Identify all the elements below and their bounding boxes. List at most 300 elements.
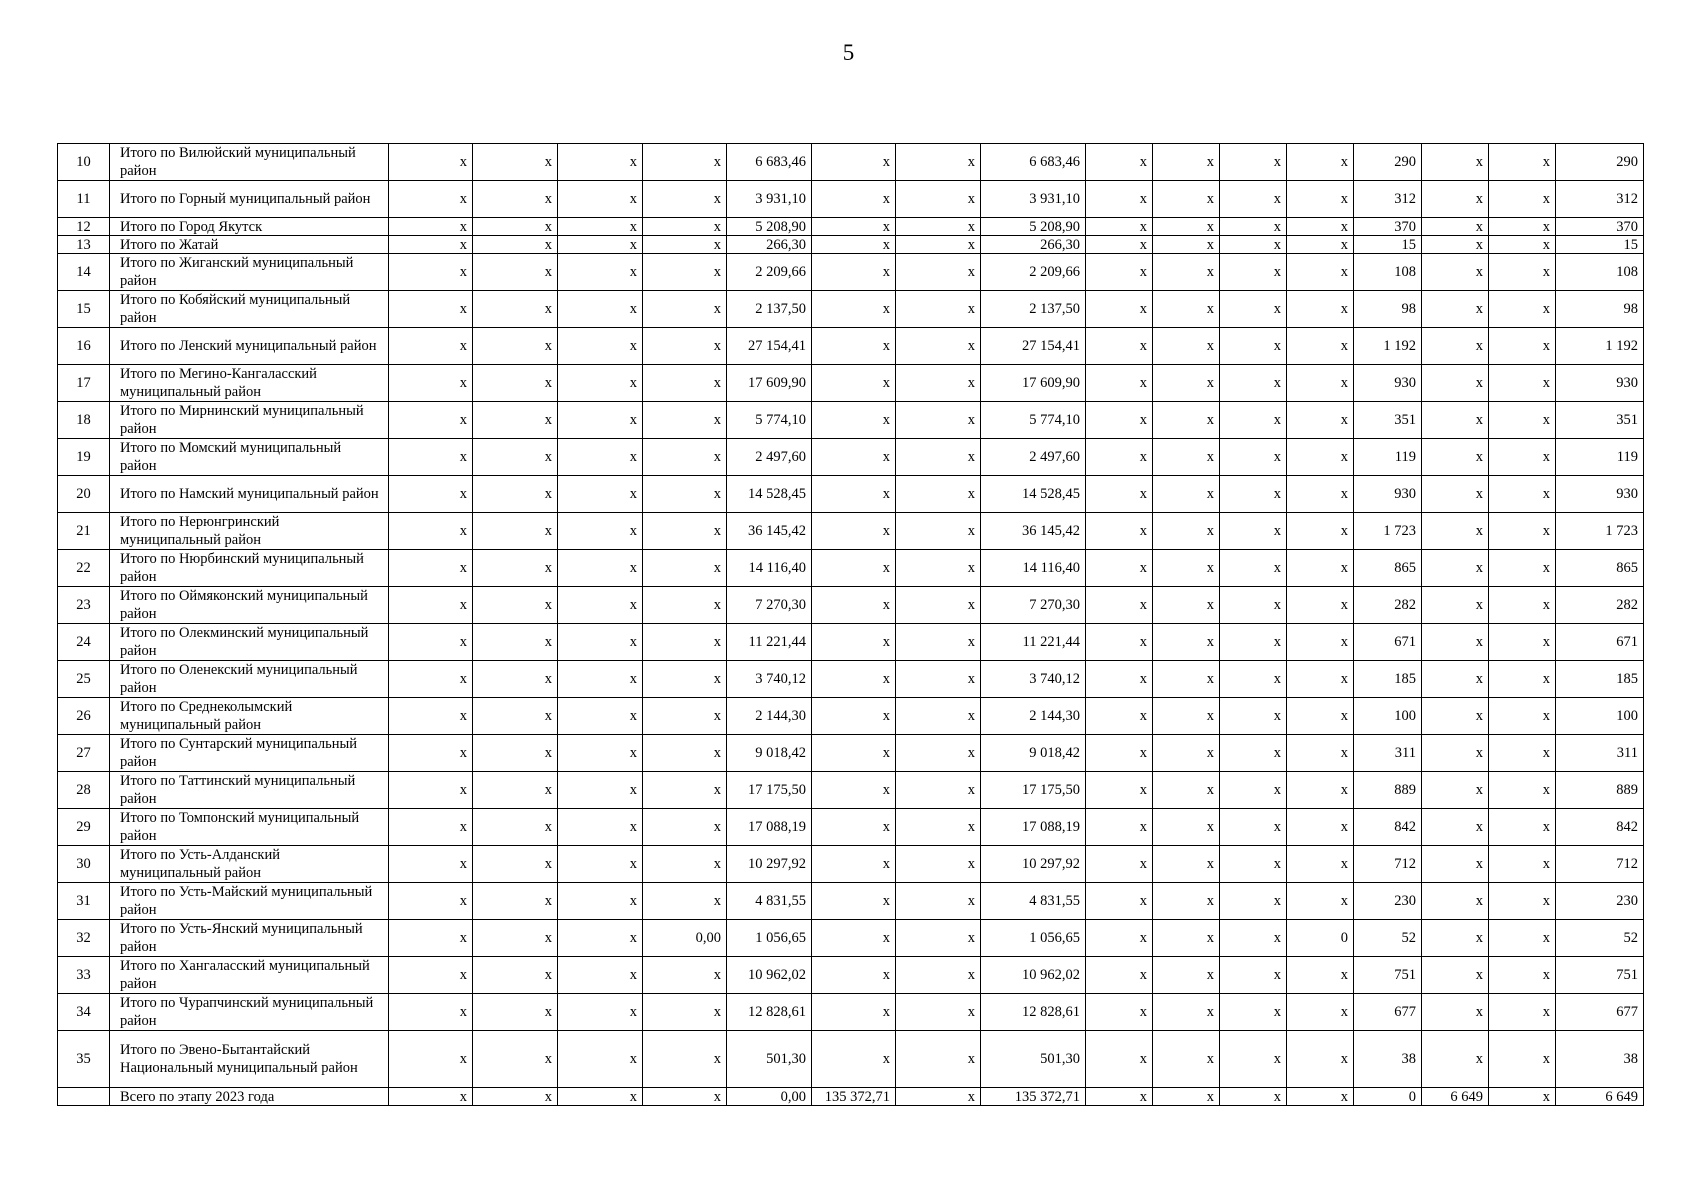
table-cell: x	[1220, 957, 1287, 994]
table-row	[58, 402, 1644, 439]
table-cell: x	[1153, 550, 1220, 587]
table-cell: x	[1086, 661, 1153, 698]
table-cell: 17 088,19	[727, 809, 812, 846]
table-cell: x	[1489, 328, 1556, 365]
table-cell: x	[643, 587, 727, 624]
table-cell: 751	[1354, 957, 1422, 994]
table-cell: x	[643, 809, 727, 846]
table-cell: x	[1422, 809, 1489, 846]
table-cell: x	[812, 920, 896, 957]
table-cell: x	[1153, 254, 1220, 291]
table-cell: x	[1422, 550, 1489, 587]
table-cell: 108	[1354, 254, 1422, 291]
table-cell: x	[1220, 809, 1287, 846]
table-cell: x	[473, 439, 558, 476]
table-cell: x	[643, 994, 727, 1031]
row-name: Итого по Томпонский муниципальный район	[110, 809, 389, 846]
table-cell: 0,00	[727, 1088, 812, 1106]
table-cell: x	[389, 1031, 473, 1088]
row-number: 22	[58, 550, 110, 587]
table-cell: x	[473, 291, 558, 328]
table-cell: x	[558, 291, 643, 328]
table-cell: x	[896, 1088, 981, 1106]
table-cell: 6 683,46	[727, 144, 812, 181]
table-cell: x	[558, 476, 643, 513]
table-cell: x	[896, 439, 981, 476]
table-cell: x	[473, 236, 558, 254]
table-cell: x	[643, 846, 727, 883]
table-cell: x	[558, 550, 643, 587]
table-cell: 3 740,12	[727, 661, 812, 698]
table-cell: 677	[1556, 994, 1644, 1031]
table-cell: x	[1287, 513, 1354, 550]
table-cell: x	[1153, 291, 1220, 328]
table-cell: x	[389, 181, 473, 218]
table-cell: x	[1489, 994, 1556, 1031]
table-cell: 5 774,10	[981, 402, 1086, 439]
table-cell: x	[896, 365, 981, 402]
table-cell: x	[643, 1088, 727, 1106]
table-cell: 889	[1556, 772, 1644, 809]
table-row	[58, 846, 1644, 883]
table-cell: 266,30	[981, 236, 1086, 254]
table-cell: x	[558, 957, 643, 994]
table-cell: x	[1086, 920, 1153, 957]
table-cell: 135 372,71	[981, 1088, 1086, 1106]
table-cell: 1 192	[1556, 328, 1644, 365]
table-cell: x	[1422, 236, 1489, 254]
table-row	[58, 513, 1644, 550]
table-cell: x	[1489, 698, 1556, 735]
table-cell: x	[896, 587, 981, 624]
table-cell: x	[1153, 772, 1220, 809]
row-name: Итого по Оленекский муниципальный район	[110, 661, 389, 698]
table-cell: 108	[1556, 254, 1644, 291]
table-cell: x	[1220, 883, 1287, 920]
table-cell: x	[643, 144, 727, 181]
table-cell: x	[1153, 1088, 1220, 1106]
table-cell: x	[1153, 365, 1220, 402]
table-cell: x	[812, 439, 896, 476]
table-cell: x	[1220, 735, 1287, 772]
table-cell: 290	[1556, 144, 1644, 181]
table-cell: x	[389, 402, 473, 439]
row-number	[58, 1088, 110, 1106]
table-cell: 11 221,44	[727, 624, 812, 661]
table-cell: 712	[1556, 846, 1644, 883]
table-cell: x	[558, 181, 643, 218]
table-cell: x	[473, 772, 558, 809]
table-cell: x	[1086, 218, 1153, 236]
table-cell: x	[643, 513, 727, 550]
table-cell: 10 962,02	[981, 957, 1086, 994]
table-cell: x	[473, 181, 558, 218]
table-cell: x	[812, 772, 896, 809]
row-name: Итого по Среднеколымский муниципальный район	[110, 698, 389, 735]
table-cell: x	[1153, 181, 1220, 218]
table-cell: 312	[1556, 181, 1644, 218]
table-cell: 230	[1556, 883, 1644, 920]
table-cell: x	[473, 513, 558, 550]
table-cell: x	[558, 254, 643, 291]
table-cell: x	[1489, 587, 1556, 624]
table-cell: 751	[1556, 957, 1644, 994]
table-cell: x	[558, 513, 643, 550]
table-cell: x	[1489, 883, 1556, 920]
table-cell: 17 175,50	[727, 772, 812, 809]
table-cell: 842	[1354, 809, 1422, 846]
row-name: Итого по Сунтарский муниципальный район	[110, 735, 389, 772]
table-cell: x	[1153, 439, 1220, 476]
table-row	[58, 698, 1644, 735]
table-cell: x	[389, 994, 473, 1031]
row-number: 25	[58, 661, 110, 698]
table-cell: 930	[1556, 365, 1644, 402]
table-cell: 100	[1556, 698, 1644, 735]
table-cell: x	[1220, 513, 1287, 550]
table-cell: x	[389, 846, 473, 883]
table-cell: x	[643, 1031, 727, 1088]
table-cell: 14 116,40	[981, 550, 1086, 587]
table-cell: x	[1086, 1031, 1153, 1088]
table-cell: x	[389, 809, 473, 846]
table-cell: 282	[1556, 587, 1644, 624]
table-cell: x	[896, 809, 981, 846]
table-cell: 17 609,90	[981, 365, 1086, 402]
row-name: Итого по Таттинский муниципальный район	[110, 772, 389, 809]
table-cell: x	[1422, 254, 1489, 291]
table-cell: x	[1220, 920, 1287, 957]
table-cell: x	[896, 144, 981, 181]
table-cell: 98	[1354, 291, 1422, 328]
table-cell: x	[389, 254, 473, 291]
table-cell: x	[1220, 402, 1287, 439]
table-cell: x	[1086, 365, 1153, 402]
table-cell: x	[1287, 698, 1354, 735]
table-row	[58, 439, 1644, 476]
table-cell: x	[1287, 291, 1354, 328]
table-cell: x	[812, 402, 896, 439]
table-row	[58, 181, 1644, 218]
table-cell: x	[896, 624, 981, 661]
table-cell: x	[1287, 218, 1354, 236]
table-cell: x	[643, 772, 727, 809]
table-cell: x	[1489, 144, 1556, 181]
table-cell: x	[1086, 513, 1153, 550]
table-cell: x	[558, 772, 643, 809]
table-row	[58, 809, 1644, 846]
table-cell: x	[643, 550, 727, 587]
table-cell: 0	[1354, 1088, 1422, 1106]
table-cell: x	[473, 144, 558, 181]
table-cell: x	[643, 735, 727, 772]
row-number: 13	[58, 236, 110, 254]
table-cell: x	[1153, 883, 1220, 920]
table-cell: x	[643, 661, 727, 698]
table-cell: x	[1422, 661, 1489, 698]
table-cell: x	[1489, 809, 1556, 846]
table-cell: x	[473, 476, 558, 513]
table-cell: x	[812, 587, 896, 624]
table-cell: 1 723	[1556, 513, 1644, 550]
table-cell: x	[1220, 291, 1287, 328]
table-cell: x	[1287, 772, 1354, 809]
table-cell: 501,30	[981, 1031, 1086, 1088]
table-cell: x	[473, 846, 558, 883]
table-cell: 5 774,10	[727, 402, 812, 439]
table-cell: 2 209,66	[981, 254, 1086, 291]
table-cell: 11 221,44	[981, 624, 1086, 661]
table-cell: x	[389, 365, 473, 402]
table-cell: x	[812, 291, 896, 328]
table-cell: 3 931,10	[727, 181, 812, 218]
table-cell: x	[1422, 994, 1489, 1031]
row-number: 26	[58, 698, 110, 735]
table-cell: x	[1220, 587, 1287, 624]
table-cell: x	[1220, 254, 1287, 291]
table-cell: x	[558, 1088, 643, 1106]
table-cell: x	[1489, 439, 1556, 476]
table-cell: x	[896, 181, 981, 218]
table-cell: x	[896, 291, 981, 328]
table-cell: 3 931,10	[981, 181, 1086, 218]
table-cell: x	[1489, 735, 1556, 772]
table-row	[58, 1031, 1644, 1088]
row-number: 18	[58, 402, 110, 439]
table-cell: x	[473, 365, 558, 402]
table-cell: x	[1287, 661, 1354, 698]
table-cell: x	[896, 328, 981, 365]
table-cell: x	[643, 236, 727, 254]
table-cell: 501,30	[727, 1031, 812, 1088]
table-cell: x	[1153, 809, 1220, 846]
table-cell: x	[389, 661, 473, 698]
table-row	[58, 550, 1644, 587]
table-cell: x	[1287, 181, 1354, 218]
table-cell: x	[1220, 365, 1287, 402]
table-cell: x	[1086, 846, 1153, 883]
table-cell: x	[558, 698, 643, 735]
table-cell: x	[643, 291, 727, 328]
table-cell: x	[1220, 698, 1287, 735]
table-cell: 1 056,65	[981, 920, 1086, 957]
table-cell: x	[558, 144, 643, 181]
row-number: 11	[58, 181, 110, 218]
total-row	[58, 1088, 1644, 1106]
table-cell: 17 088,19	[981, 809, 1086, 846]
row-name: Итого по Горный муниципальный район	[110, 181, 389, 218]
table-row	[58, 144, 1644, 181]
table-cell: x	[1422, 957, 1489, 994]
table-cell: 9 018,42	[727, 735, 812, 772]
table-cell: x	[389, 883, 473, 920]
table-cell: x	[896, 698, 981, 735]
table-cell: x	[1287, 236, 1354, 254]
table-cell: 3 740,12	[981, 661, 1086, 698]
table-cell: x	[558, 402, 643, 439]
table-cell: x	[812, 1031, 896, 1088]
table-cell: x	[389, 772, 473, 809]
table-cell: 12 828,61	[981, 994, 1086, 1031]
table-cell: x	[1287, 994, 1354, 1031]
table-cell: x	[812, 846, 896, 883]
table-cell: 671	[1556, 624, 1644, 661]
table-cell: x	[1287, 550, 1354, 587]
table-cell: x	[1086, 328, 1153, 365]
table-cell: x	[1489, 846, 1556, 883]
table-cell: x	[1220, 661, 1287, 698]
row-number: 34	[58, 994, 110, 1031]
table-cell: x	[1153, 218, 1220, 236]
table-cell: x	[1086, 144, 1153, 181]
row-name: Итого по Мирнинский муниципальный район	[110, 402, 389, 439]
row-number: 32	[58, 920, 110, 957]
table-cell: x	[558, 328, 643, 365]
table-cell: x	[558, 661, 643, 698]
table-cell: 15	[1354, 236, 1422, 254]
table-cell: x	[1287, 957, 1354, 994]
table-cell: x	[1489, 476, 1556, 513]
table-cell: x	[812, 181, 896, 218]
table-cell: 865	[1556, 550, 1644, 587]
table-cell: x	[812, 254, 896, 291]
table-cell: x	[1153, 513, 1220, 550]
table-cell: x	[812, 698, 896, 735]
row-number: 27	[58, 735, 110, 772]
table-cell: 842	[1556, 809, 1644, 846]
table-cell: x	[473, 698, 558, 735]
table-cell: x	[643, 328, 727, 365]
table-cell: x	[1287, 402, 1354, 439]
table-cell: x	[1153, 402, 1220, 439]
table-cell: x	[389, 144, 473, 181]
table-cell: 0,00	[643, 920, 727, 957]
table-cell: 930	[1354, 365, 1422, 402]
row-number: 10	[58, 144, 110, 181]
table-cell: x	[1153, 735, 1220, 772]
table-cell: 351	[1556, 402, 1644, 439]
table-cell: 311	[1354, 735, 1422, 772]
table-cell: x	[812, 994, 896, 1031]
table-cell: x	[473, 661, 558, 698]
table-cell: x	[558, 994, 643, 1031]
table-cell: x	[558, 735, 643, 772]
table-cell: x	[643, 883, 727, 920]
table-cell: x	[558, 365, 643, 402]
table-cell: x	[812, 883, 896, 920]
table-cell: x	[896, 513, 981, 550]
table-cell: x	[1086, 735, 1153, 772]
table-cell: x	[896, 920, 981, 957]
table-cell: x	[389, 1088, 473, 1106]
table-cell: x	[1220, 439, 1287, 476]
table-cell: x	[389, 513, 473, 550]
table-cell: x	[643, 957, 727, 994]
table-cell: x	[473, 1031, 558, 1088]
table-cell: 865	[1354, 550, 1422, 587]
table-cell: x	[1422, 291, 1489, 328]
table-cell: x	[558, 809, 643, 846]
table-cell: 6 649	[1556, 1088, 1644, 1106]
table-cell: 98	[1556, 291, 1644, 328]
row-name: Итого по Чурапчинский муниципальный район	[110, 994, 389, 1031]
table-cell: x	[1220, 144, 1287, 181]
table-cell: x	[473, 994, 558, 1031]
table-cell: x	[1422, 772, 1489, 809]
table-row	[58, 291, 1644, 328]
table-cell: x	[389, 439, 473, 476]
table-cell: x	[1422, 698, 1489, 735]
table-cell: 185	[1556, 661, 1644, 698]
table-cell: 712	[1354, 846, 1422, 883]
table-body	[58, 144, 1644, 1106]
table-cell: 7 270,30	[727, 587, 812, 624]
table-cell: 2 144,30	[981, 698, 1086, 735]
table-cell: x	[1086, 254, 1153, 291]
row-number: 28	[58, 772, 110, 809]
table-row	[58, 328, 1644, 365]
table-cell: x	[1153, 846, 1220, 883]
table-cell: x	[1422, 328, 1489, 365]
table-cell: 38	[1556, 1031, 1644, 1088]
table-cell: x	[812, 624, 896, 661]
row-name: Итого по Мегино-Кангаласский муниципальный район	[110, 365, 389, 402]
table-cell: 36 145,42	[981, 513, 1086, 550]
table-cell: 230	[1354, 883, 1422, 920]
table-cell: x	[643, 476, 727, 513]
table-cell: x	[1220, 236, 1287, 254]
table-cell: x	[389, 218, 473, 236]
table-cell: x	[1086, 476, 1153, 513]
table-cell: x	[558, 587, 643, 624]
table-cell: x	[896, 883, 981, 920]
table-cell: x	[643, 624, 727, 661]
table-cell: x	[1153, 920, 1220, 957]
table-cell: x	[1153, 624, 1220, 661]
table-cell: x	[1086, 883, 1153, 920]
table-cell: x	[1422, 365, 1489, 402]
table-cell: x	[1153, 661, 1220, 698]
table-cell: 1 192	[1354, 328, 1422, 365]
table-cell: 370	[1354, 218, 1422, 236]
table-cell: 930	[1354, 476, 1422, 513]
table-cell: x	[473, 1088, 558, 1106]
table-cell: x	[1422, 218, 1489, 236]
row-number: 19	[58, 439, 110, 476]
table-cell: x	[643, 402, 727, 439]
table-cell: x	[473, 957, 558, 994]
table-row	[58, 883, 1644, 920]
table-cell: x	[1220, 218, 1287, 236]
row-number: 31	[58, 883, 110, 920]
table-cell: x	[812, 957, 896, 994]
table-cell: x	[812, 218, 896, 236]
table-cell: x	[1086, 181, 1153, 218]
table-cell: x	[1287, 254, 1354, 291]
row-number: 17	[58, 365, 110, 402]
table-cell: x	[389, 920, 473, 957]
row-name: Итого по Усть-Алданский муниципальный район	[110, 846, 389, 883]
table-cell: x	[1489, 291, 1556, 328]
table-cell: x	[1086, 624, 1153, 661]
table-cell: x	[1422, 920, 1489, 957]
table-cell: x	[1086, 994, 1153, 1031]
table-cell: 12 828,61	[727, 994, 812, 1031]
table-cell: 7 270,30	[981, 587, 1086, 624]
table-cell: x	[1489, 365, 1556, 402]
table-cell: x	[473, 254, 558, 291]
row-number: 33	[58, 957, 110, 994]
